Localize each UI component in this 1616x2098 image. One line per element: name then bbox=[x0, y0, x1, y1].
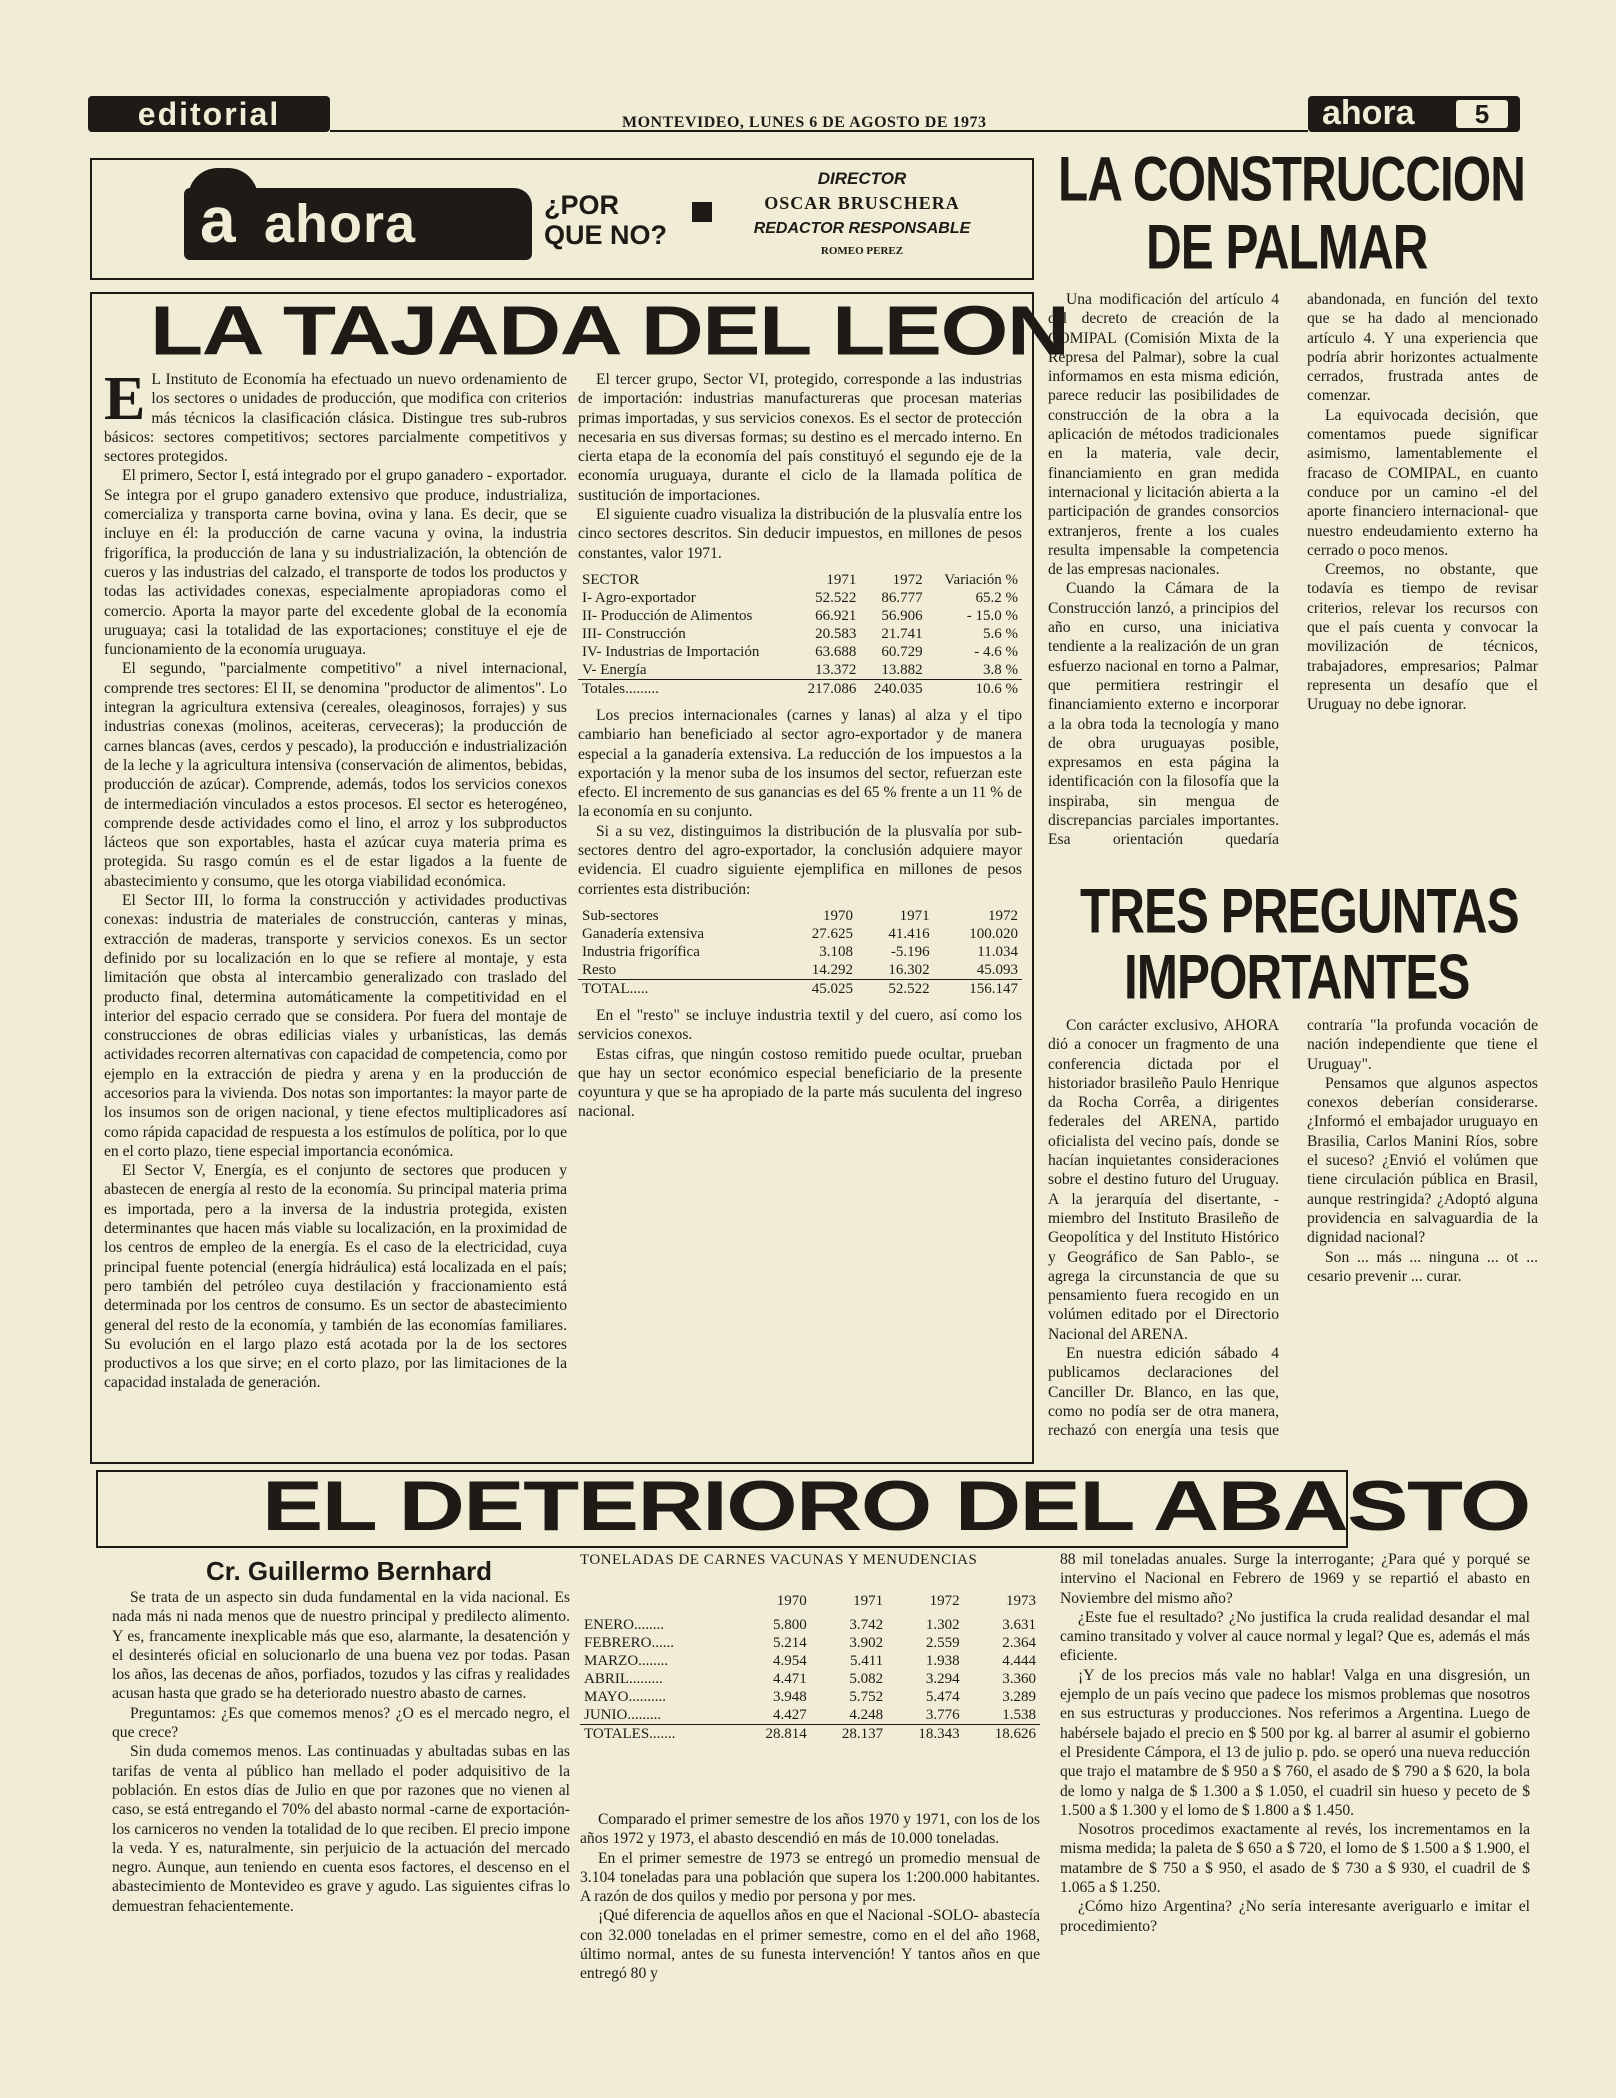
table-total-row bbox=[578, 679, 1022, 698]
bullet-square bbox=[692, 202, 712, 222]
table-cell: IV- Industrias de Importación bbox=[582, 643, 760, 660]
table-cell: 2.559 bbox=[925, 1635, 960, 1651]
table-header-row bbox=[578, 571, 1022, 589]
abasto-para-8: ¿Este fue el resultado? ¿No justifica la cruda realidad desandar el mal camino transitado y volver al cauce normal y legal? Que es, además el más eficiente. bbox=[1060, 1608, 1530, 1665]
plusvalia-table bbox=[578, 571, 1022, 698]
tres-para-2: En nuestra edición sábado 4 publicamos declaraciones del Canciller Dr. Blanco, en las que, como no podía ser de otra manera, rechazó con energía una tesis que contraría "la profunda vocación de nación independiente que tiene el Uruguay". bbox=[1048, 1017, 1538, 1440]
palmar-para-4: Creemos, no obstante, que todavía es tiempo de revisar criterios, relevar los recursos con que el país cuenta y convocar la movilización de técnicos, trabajadores, empresarios; Palmar representa un desafío que el Uruguay no debe ignorar. bbox=[1307, 561, 1538, 714]
table-cell: 240.035 bbox=[873, 680, 923, 697]
table-cell: 5.474 bbox=[925, 1689, 960, 1705]
table-cell: Totales......... bbox=[582, 680, 659, 697]
section-tag bbox=[88, 96, 330, 132]
table-header: 1972 bbox=[929, 1593, 960, 1609]
tajada-para-9: Si a su vez, distinguimos la distribución de la plusvalía por sub-sectores dentro del agro-exportador, la conclusión adquiere mayor evidencia. El cuadro siguiente ejemplifica en millones de pesos corrientes esta distribución: bbox=[578, 822, 1022, 898]
table-row bbox=[580, 1688, 1040, 1706]
abasto-para-1: Se trata de un aspecto sin duda fundamental en la vida nacional. Es nada más ni nada menos que de nuestro principal y predilecto alimento. Y es, francamente inexplicable más que eso, alarmante, la desatención y el desinterés oficial en solucionarlo de una buena vez por todas. Pasan los años, las decenas de años, porfiados, tozudos y las cifras y realidades acusan hasta que grado se ha deteriorado nuestro abasto de carnes. bbox=[112, 1589, 570, 1703]
table-cell: 56.906 bbox=[881, 607, 923, 624]
table-cell: 4.248 bbox=[849, 1707, 884, 1723]
table-header: 1972 bbox=[892, 571, 923, 588]
logo-text: ahora bbox=[264, 194, 417, 254]
table-row bbox=[578, 643, 1022, 661]
table-row bbox=[578, 589, 1022, 607]
table-cell: 5.800 bbox=[772, 1617, 807, 1633]
staff-box bbox=[732, 168, 992, 260]
table-cell: 13.372 bbox=[815, 661, 857, 678]
table-cell: 4.444 bbox=[1002, 1653, 1036, 1669]
table-cell: 2.364 bbox=[1002, 1635, 1036, 1651]
table-cell: 63.688 bbox=[815, 643, 857, 660]
editor-label: REDACTOR RESPONSABLE bbox=[753, 220, 971, 237]
abasto-para-9: ¡Y de los precios más vale no hablar! Valga en una disgresión, un ejemplo de un país vecino que padece los mismos problemas que nosotros en sus estructuras y producciones. Nos referimos a Argentina. Luego de habérsele bajado el precio en $ 500 por kg. al barrer al asumir el gobierno el Presidente Cámpora, el 13 de julio p. pdo. se operó una nueva reducción que trajo el matambre de $ 950 a $ 760, el asado de $ 790 a $ 620, la bola de lomo y nalga de $ 1.300 a $ 1.050, el cuadril sin hueso y peceto de $ 1.500 a $ 1.300 y el lomo de $ 1.800 a $ 1.450. bbox=[1060, 1666, 1530, 1819]
table-cell: 1.302 bbox=[925, 1617, 960, 1633]
table-cell: MAYO.......... bbox=[584, 1689, 666, 1705]
byline: Cr. Guillermo Bernhard bbox=[206, 1556, 493, 1586]
palmar-para-1: Una modificación del artículo 4 del decreto de creación de la COMIPAL (Comisión Mixta de la Represa del Palmar), sobre la cual informamos en esta misma edición, parece reducir las posibilidades de construcción de la obra a la aplicación de métodos tradicionales en la materia, vale decir, financiamiento en gran medida internacional y licitación abierta a la participación de grandes consorcios extranjeros, frente a los cuales resulta impensable la competencia de las empresas nacionales. bbox=[1048, 291, 1279, 579]
palmar-para-2: Cuando la Cámara de la Construcción lanzó, a principios del año en curso, una iniciativa tendiente a la realización de un gran esfuerzo nacional en torno a Palmar, que permitiera restringir el financiamiento externo e incorporar a la obra toda la tecnología y mano de obra uruguayas posible, expresamos en esta página la identificación con la filosofía que la inspiraba, sin mengua de discrepancias parciales importantes. Esa orientación quedaría abandonada, en función del texto que se ha dado al mencionado artículo 4. Y una experiencia que podría abrir horizontes actualmente cerrados, frustrada antes de comenzar. bbox=[1048, 291, 1538, 849]
table-cell: 41.416 bbox=[888, 925, 930, 942]
table-row bbox=[578, 943, 1022, 961]
tres-para-1: Con carácter exclusivo, AHORA dió a conocer un fragmento de una conferencia dictada por el historiador brasileño Paulo Henrique da Rocha Corrêa, a dirigentes federales del ARENA, partido oficialista del vecino país, donde se hacían inquietantes consideraciones sobre el destino futuro del Uruguay. A la jerarquía del disertante, -miembro del Instituto Brasileño de Geopolítica y del Instituto Histórico y Geográfico de San Pablo-, se agrega la circunstancia de que su pensamiento fuera recogido en un volúmen editado por el Directorio Nacional del ARENA. bbox=[1048, 1017, 1279, 1343]
tajada-para-3: El segundo, "parcialmente competitivo" a nivel internacional, comprende tres sectores: El II, se denomina "productor de alimentos". Lo integran la agricultura extensiva (cereales, oleaginosos, forrajes) y sus industrias conexas (molinos, aceiteras, cerveceras); la producción de carnes blancas (aves, cerdos y pescado), la producción e industrialización de la leche y la agricultura intensiva (conservación de alimentos, bebidas, producción de azúcar). Comprende, además, todos los servicios conexos de intermediación vinculados a estos procesos. El sector es heterogéneo, comprende desde actividades como el lino, el arroz y los subproductos lácteos que son exportables, hasta el azúcar cuya materia prima es protegida. Su rasgo común es el de estar ligados a la fuente de abastecimiento y consumo, que les otorga viabilidad económica. bbox=[104, 660, 567, 890]
table-cell: 3.8 % bbox=[983, 661, 1018, 678]
abasto-para-3: Sin duda comemos menos. Las continuadas y abultadas subas en las tarifas de venta al público han mellado el poder adquisitivo de la población. En estos días de Julio en que por razones que no vienen al caso, se está entregando el 70% del abasto normal -carne de exportación- los carniceros no venden la totalidad de lo que reciben. El precio impone la veda. Y es, naturalmente, sin perjuicio de la actuación del mercado negro. Aunque, aun teniendo en cuenta esos factores, el descenso en el abastecimiento de Montevideo es grave y agudo. Las siguientes cifras lo demuestran fehacientemente. bbox=[112, 1743, 570, 1915]
table-cell: 18.626 bbox=[994, 1726, 1036, 1742]
tajada-para-6: El tercer grupo, Sector VI, protegido, corresponde a las industrias de importación: industrias manufactureras que procesan materias primas importadas, y sus servicios conexos. Es el sector de protección necesaria en sus diversas formas; su destino es el mercado interno. En cierta etapa de la economía del país constituyó el segundo eje de la economía uruguaya, durante el ciclo de la llamada política de sustitución de importaciones. bbox=[578, 371, 1022, 504]
table-header: 1971 bbox=[899, 907, 930, 924]
drop-cap: E bbox=[104, 370, 146, 433]
table-row bbox=[578, 961, 1022, 980]
tajada-para-4: El Sector III, lo forma la construcción y actividades productivas conexas: industria de materiales de construcción, canteras y minas, extracción de maderas, transporte y servicios conexos. Es un sector definido por su localización en lo que se refiere al montaje, y esta limitación que obsta al intercambio generalizado con traslado del producto final, determina automáticamente la competitividad en el interior del espacio cerrado que se considera. Por fuera del montaje de construcciones de obras edilicias viales y urbanísticas, las demás actividades recorren alternativas con capacidad de competencia, como por ejemplo en la extracción de piedra y arena y en la producción de accesorios para la vivienda. Dos notas son importantes: la mayor parte de los insumos son de origen nacional, y tiene efectos multiplicadores así como rápida capacidad de respuesta a los estímulos de política, por lo que en el corto plazo, tiene especial importancia económica. bbox=[104, 892, 567, 1160]
abasto-table-title: TONELADAS DE CARNES VACUNAS Y MENUDENCIAS bbox=[580, 1552, 978, 1568]
table-cell: 3.360 bbox=[1002, 1671, 1036, 1687]
table-cell: 66.921 bbox=[815, 607, 857, 624]
table-cell: - 15.0 % bbox=[966, 607, 1018, 624]
table-cell: 4.954 bbox=[772, 1653, 807, 1669]
table-header: 1972 bbox=[988, 907, 1018, 924]
abasto-para-5: En el primer semestre de 1973 se entregó un promedio mensual de 3.104 toneladas para una población que supera los 1:200.000 habitantes. A razón de dos quilos y medio por persona y por mes. bbox=[580, 1849, 1040, 1906]
headline-palmar-1: LA CONSTRUCCION bbox=[1058, 144, 1525, 216]
table-cell: TOTAL..... bbox=[582, 980, 649, 997]
table-cell: 5.752 bbox=[849, 1689, 884, 1705]
table-cell: I- Agro-exportador bbox=[582, 589, 696, 606]
palmar-para-3: La equivocada decisión, que comentamos puede significar asimismo, lamentablemente el fracaso de COMIPAL, en cuanto conduce por un camino -el del aporte financiero internacional- que nuestro endeudamiento externo ha cerrado o poco menos. bbox=[1307, 406, 1538, 559]
tajada-para-5: El Sector V, Energía, es el conjunto de sectores que producen y abastecen de energía al resto de la economía. Su principal materia prima es importada, pero a la inversa de la industria protegida, existen determinantes que hacen más viable su localización, en la proximidad de los centros de empleo de la energía. Es el caso de la electricidad, cuya principal fuente potencial (energía hidráulica) está localizada en el país; pero también del petróleo cuya destilación y fraccionamiento está determinada por los centros de consumo. Es un sector de abastecimiento general del resto de la economía, y también de las economías familiares. Su evolución en el largo plazo está acotada por la de los sectores productivos a los que sirve; en el corto plazo, por las limitaciones de la capacidad instalada de generación. bbox=[104, 1162, 567, 1392]
table-cell: 5.082 bbox=[849, 1671, 884, 1687]
table-cell: 60.729 bbox=[881, 643, 923, 660]
table-cell: Industria frigorífica bbox=[582, 943, 700, 960]
abasto-para-4: Comparado el primer semestre de los años 1970 y 1971, con los de los años 1972 y 1973, el abasto descendió en más de 10.000 toneladas. bbox=[580, 1811, 1040, 1848]
paper-name: ahora bbox=[1322, 94, 1415, 132]
abasto-para-11: ¿Cómo hizo Argentina? ¿No sería interesante averiguarlo e imitar el procedimiento? bbox=[1060, 1898, 1530, 1935]
table-cell: 4.471 bbox=[772, 1671, 807, 1687]
table-cell: 28.137 bbox=[841, 1726, 884, 1742]
table-cell: 100.020 bbox=[969, 925, 1018, 942]
table-row bbox=[580, 1634, 1040, 1652]
table-cell: ABRIL......... bbox=[584, 1671, 663, 1687]
section-label: editorial bbox=[137, 96, 281, 132]
table-cell: -5.196 bbox=[890, 943, 930, 960]
table-cell: 3.776 bbox=[925, 1707, 960, 1723]
headline-palmar-2: DE PALMAR bbox=[1146, 212, 1428, 284]
table-cell: 217.086 bbox=[807, 680, 857, 697]
abasto-col-2 bbox=[580, 1810, 1040, 2068]
table-cell: 27.625 bbox=[811, 925, 854, 942]
table-header: Variación % bbox=[944, 571, 1018, 588]
table-cell: 5.214 bbox=[772, 1635, 807, 1651]
table-cell: Resto bbox=[582, 961, 617, 978]
table-row bbox=[580, 1670, 1040, 1688]
table-cell: 86.777 bbox=[881, 589, 923, 606]
table-cell: 5.6 % bbox=[983, 625, 1018, 642]
table-header: 1971 bbox=[826, 571, 857, 588]
table-cell: 11.034 bbox=[977, 943, 1018, 960]
table-cell: 52.522 bbox=[815, 589, 857, 606]
table-cell: 3.948 bbox=[772, 1689, 807, 1705]
tres-columns bbox=[1048, 1016, 1538, 1456]
slogan-line-1: ¿POR bbox=[544, 190, 620, 220]
logo-a-block: a bbox=[188, 168, 258, 260]
tajada-para-10: En el "resto" se incluye industria textil y del cuero, así como los servicios conexos. bbox=[578, 1006, 1022, 1044]
table-cell: MARZO........ bbox=[584, 1653, 669, 1669]
table-cell: FEBRERO...... bbox=[584, 1635, 675, 1651]
table-header: 1973 bbox=[1006, 1593, 1036, 1609]
table-cell: 14.292 bbox=[811, 961, 854, 978]
slogan-line-2: QUE NO? bbox=[544, 220, 668, 250]
headline-abasto: EL DETERIORO DEL ABASTO bbox=[262, 1467, 1530, 1547]
table-row bbox=[578, 661, 1022, 680]
palmar-columns bbox=[1048, 290, 1538, 864]
table-total-row bbox=[578, 979, 1022, 998]
subsectores-table bbox=[578, 907, 1022, 998]
table-cell: 3.631 bbox=[1002, 1617, 1036, 1633]
table-cell: 3.902 bbox=[849, 1635, 884, 1651]
tajada-para-2: El primero, Sector I, está integrado por el grupo ganadero - exportador. Se integra por el grupo ganadero extensivo que produce, industrializa, comercializa y transporta carne bovina, ovina y lana. Es decir, que se incluye en él: la producción de carne vacuna y ovina, la industria frigorífica, la producción de lana y su industrialización, la obtención de cueros y las industrias del calzado, el transporte de todos los productos y todas las actividades conexas, especialmente apropiadoras como el comercio. Aporta la mayor parte del excedente global de la economía uruguaya; casi la totalidad de las exportaciones; constituye el eje de funcionamiento de la economía uruguaya. bbox=[104, 467, 567, 659]
table-row bbox=[578, 925, 1022, 943]
table-header: 1971 bbox=[853, 1593, 884, 1609]
table-cell: 10.6 % bbox=[975, 680, 1018, 697]
table-cell: 3.289 bbox=[1002, 1689, 1036, 1705]
table-cell: 16.302 bbox=[888, 961, 930, 978]
table-cell: III- Construcción bbox=[582, 625, 686, 642]
editor-name: ROMEO PEREZ bbox=[820, 245, 904, 257]
tajada-para-1: E L Instituto de Economía ha efectuado un nuevo ordenamiento de los sectores o unidades de producción, que modifica con criterios más técnicos la clasificación clásica. Distingue tres sub-rubros básicos: sectores competitivos; sectores parcialmente competitivos y sectores protegidos. bbox=[104, 370, 567, 466]
table-cell: 21.741 bbox=[881, 625, 923, 642]
abasto-para-2: Preguntamos: ¿Es que comemos menos? ¿O es el mercado negro, el que crece? bbox=[112, 1704, 570, 1742]
tajada-para-8: Los precios internacionales (carnes y lanas) al alza y el tipo cambiario han beneficiado al sector agro-exportador y de manera especial a la ganadería extensiva. La reducción de los impuestos a la exportación y la menor suba de los insumos del sector, refuerzan este efecto. El incremento de sus ganancias es del 65 % frente a un 11 % de la economía en su conjunto. bbox=[578, 706, 1022, 821]
table-cell: 3.108 bbox=[819, 943, 854, 960]
table-cell: 5.411 bbox=[849, 1653, 884, 1669]
table-header-row bbox=[578, 907, 1022, 925]
slogan bbox=[544, 190, 667, 250]
table-cell: 45.093 bbox=[976, 961, 1018, 978]
table-header: SECTOR bbox=[582, 571, 640, 588]
table-cell: 156.147 bbox=[969, 980, 1018, 997]
dateline: MONTEVIDEO, LUNES 6 DE AGOSTO DE 1973 bbox=[622, 114, 987, 131]
page-number: 5 bbox=[1456, 100, 1508, 128]
table-cell: II- Producción de Alimentos bbox=[582, 607, 753, 624]
table-row bbox=[580, 1706, 1040, 1725]
abasto-para-7: 88 mil toneladas anuales. Surge la interrogante; ¿Para qué y porqué se intervino el Nacional en Febrero de 1969 y se repartió el abasto en Noviembre del mismo año? bbox=[1060, 1551, 1530, 1607]
table-row bbox=[580, 1652, 1040, 1670]
director-label: DIRECTOR bbox=[817, 169, 907, 188]
table-row bbox=[578, 607, 1022, 625]
tres-para-4: Son ... más ... ninguna ... ot ... cesario prevenir ... curar. bbox=[1307, 1248, 1538, 1285]
table-header: 1970 bbox=[776, 1593, 807, 1609]
table-cell: 1.938 bbox=[925, 1653, 960, 1669]
tajada-columns bbox=[104, 370, 567, 1450]
abasto-table bbox=[580, 1586, 1040, 1743]
abasto-col-1 bbox=[112, 1588, 570, 2068]
table-cell: 65.2 % bbox=[975, 589, 1018, 606]
tajada-columns-2 bbox=[578, 370, 1022, 1450]
table-cell: 3.742 bbox=[849, 1617, 884, 1633]
paper-tag bbox=[1308, 96, 1520, 132]
table-cell: TOTALES....... bbox=[584, 1726, 676, 1742]
table-cell: V- Energía bbox=[582, 661, 647, 678]
table-header: Sub-sectores bbox=[582, 907, 659, 924]
table-cell: 18.343 bbox=[918, 1726, 960, 1742]
tajada-para-7: El siguiente cuadro visualiza la distribución de la plusvalía entre los cinco sectores descritos. Sin deducir impuestos, en millones de pesos constantes, valor 1971. bbox=[578, 506, 1022, 562]
abasto-col-3 bbox=[1060, 1550, 1530, 2070]
table-cell: 3.294 bbox=[925, 1671, 960, 1687]
table-cell: ENERO........ bbox=[584, 1617, 664, 1633]
table-cell: 1.538 bbox=[1002, 1707, 1036, 1723]
table-cell: 45.025 bbox=[811, 980, 854, 997]
table-row bbox=[580, 1616, 1040, 1634]
tres-para-3: Pensamos que algunos aspectos conexos deberían considerarse. ¿Informó el embajador uruguayo en Brasilia, Carlos Manini Ríos, sobre el suceso? ¿Envió el volúmen que tiene circulación pública en Brasil, aunque restringida? ¿Adoptó alguna providencia en salvaguardia de la dignidad nacional? bbox=[1307, 1074, 1538, 1247]
table-cell: 4.427 bbox=[772, 1707, 807, 1723]
flag-box bbox=[90, 158, 1034, 280]
tajada-para-11: Estas cifras, que ningún costoso remitido puede ocultar, prueban que hay un sector económico especial beneficiario de la presente coyuntura y que se ha apropiado de la parte más suculenta del ingreso nacional. bbox=[578, 1045, 1022, 1121]
headline-tres-1: TRES PREGUNTAS bbox=[1080, 876, 1519, 948]
director-name: OSCAR BRUSCHERA bbox=[764, 193, 960, 213]
abasto-para-6: ¡Qué diferencia de aquellos años en que el Nacional -SOLO- abastecía con 32.000 toneladas en el primer semestre, como en el del año 1968, último normal, antes de su funesta intervención! Y tantos años en que entregó 80 y bbox=[580, 1907, 1040, 1983]
table-cell: 13.882 bbox=[881, 661, 923, 678]
headline-tajada: LA TAJADA DEL LEON bbox=[150, 291, 1069, 370]
table-header-row bbox=[580, 1586, 1040, 1616]
table-cell: JUNIO......... bbox=[584, 1707, 662, 1723]
table-row bbox=[578, 625, 1022, 643]
table-total-row bbox=[580, 1725, 1040, 1744]
table-cell: - 4.6 % bbox=[974, 643, 1018, 660]
abasto-para-10: Nosotros procedimos exactamente al revés, los incrementamos en la misma medida; la paleta de $ 650 a $ 720, el lomo de $ 1.500 a $ 1.900, el matambre de $ 750 a $ 950, el asado de $ 730 a $ 930, el cuadril de $ 1.065 a $ 1.250. bbox=[1060, 1821, 1530, 1897]
table-header: 1970 bbox=[823, 907, 854, 924]
headline-tres-2: IMPORTANTES bbox=[1124, 942, 1470, 1014]
table-cell: 28.814 bbox=[765, 1726, 807, 1742]
table-cell: 20.583 bbox=[815, 625, 857, 642]
table-cell: Ganadería extensiva bbox=[582, 925, 705, 942]
table-cell: 52.522 bbox=[888, 980, 930, 997]
